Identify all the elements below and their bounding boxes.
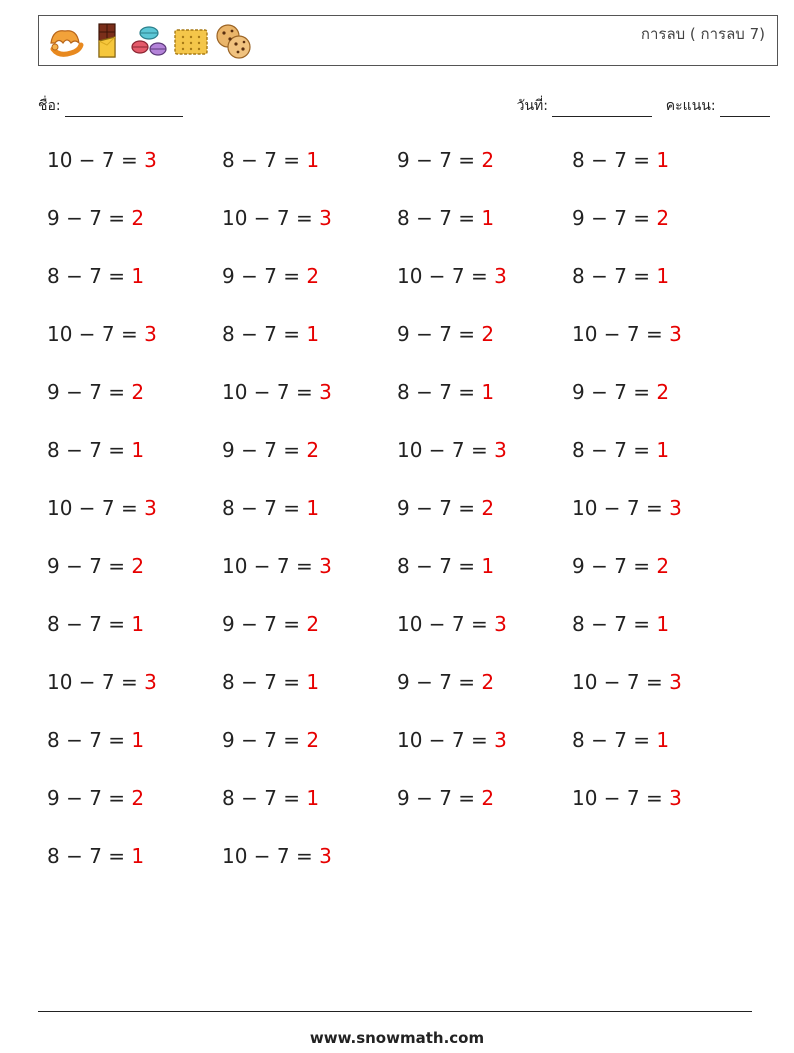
- problem-item: [572, 377, 669, 407]
- problem-answer: 2: [656, 554, 670, 578]
- problem-answer: 2: [131, 786, 145, 810]
- problem-answer: 3: [319, 554, 332, 578]
- date-score-fields: [517, 95, 770, 117]
- problem-answer: 3: [144, 670, 157, 694]
- problem-expression: 9 − 7 =: [572, 380, 657, 404]
- problem-item: [222, 783, 319, 813]
- problem-answer: 2: [481, 670, 495, 694]
- problem-expression: 9 − 7 =: [397, 670, 482, 694]
- problem-expression: 10 − 7 =: [572, 670, 670, 694]
- problem-answer: 3: [494, 612, 507, 636]
- problem-answer: 1: [306, 670, 320, 694]
- problem-expression: 10 − 7 =: [222, 206, 320, 230]
- problem-expression: 8 − 7 =: [47, 438, 132, 462]
- problem-answer: 1: [131, 438, 145, 462]
- problem-answer: 2: [306, 728, 320, 752]
- problem-answer: 1: [131, 844, 145, 868]
- worksheet-title: การลบ ( การลบ 7): [640, 25, 765, 43]
- problem-answer: 2: [656, 206, 670, 230]
- problem-answer: 1: [481, 380, 495, 404]
- problem-expression: 8 − 7 =: [397, 554, 482, 578]
- problem-expression: 9 − 7 =: [397, 148, 482, 172]
- worksheet-header: [38, 15, 778, 66]
- problem-item: [397, 667, 494, 697]
- problem-expression: 8 − 7 =: [222, 496, 307, 520]
- problem-expression: 10 − 7 =: [47, 670, 145, 694]
- problem-item: [397, 377, 494, 407]
- problem-answer: 2: [131, 206, 145, 230]
- problem-answer: 1: [656, 728, 670, 752]
- problem-item: [397, 435, 507, 465]
- problem-expression: 10 − 7 =: [222, 380, 320, 404]
- macarons-icon: [129, 21, 169, 61]
- problem-expression: 8 − 7 =: [572, 438, 657, 462]
- problem-expression: 8 − 7 =: [572, 264, 657, 288]
- problem-answer: 2: [131, 554, 145, 578]
- problem-answer: 1: [481, 554, 495, 578]
- footer-divider: [38, 1011, 752, 1012]
- problem-expression: 8 − 7 =: [47, 844, 132, 868]
- problem-item: [47, 145, 157, 175]
- date-blank[interactable]: [552, 102, 652, 117]
- problem-expression: 10 − 7 =: [397, 264, 495, 288]
- problem-item: [397, 203, 494, 233]
- problem-item: [222, 377, 332, 407]
- problem-answer: 2: [481, 148, 495, 172]
- problem-expression: 9 − 7 =: [572, 206, 657, 230]
- problem-expression: 10 − 7 =: [47, 148, 145, 172]
- problem-expression: 10 − 7 =: [572, 496, 670, 520]
- problem-item: [47, 319, 157, 349]
- problem-item: [572, 609, 669, 639]
- problem-answer: 3: [494, 264, 507, 288]
- problem-expression: 8 − 7 =: [222, 322, 307, 346]
- problem-answer: 3: [144, 322, 157, 346]
- problem-item: [47, 261, 144, 291]
- problem-item: [397, 261, 507, 291]
- problem-item: [47, 783, 144, 813]
- problem-answer: 1: [656, 438, 670, 462]
- problem-item: [397, 609, 507, 639]
- problem-expression: 10 − 7 =: [397, 612, 495, 636]
- problem-expression: 10 − 7 =: [222, 554, 320, 578]
- problem-answer: 1: [131, 264, 145, 288]
- problem-item: [222, 493, 319, 523]
- problem-expression: 8 − 7 =: [572, 148, 657, 172]
- problem-expression: 9 − 7 =: [222, 728, 307, 752]
- problem-item: [397, 319, 494, 349]
- problem-answer: 1: [656, 148, 670, 172]
- name-label: ชื่อ:: [38, 98, 61, 114]
- problem-item: [47, 551, 144, 581]
- problem-item: [572, 319, 682, 349]
- problem-answer: 1: [656, 264, 670, 288]
- problem-item: [397, 551, 494, 581]
- problem-expression: 10 − 7 =: [397, 728, 495, 752]
- problem-expression: 9 − 7 =: [572, 554, 657, 578]
- problem-expression: 8 − 7 =: [222, 148, 307, 172]
- footer-url: www.snowmath.com: [309, 1029, 485, 1047]
- problem-expression: 8 − 7 =: [47, 728, 132, 752]
- problem-item: [572, 551, 669, 581]
- problem-item: [47, 493, 157, 523]
- problem-answer: 3: [669, 670, 682, 694]
- score-label: คะแนน:: [665, 98, 716, 114]
- problem-answer: 1: [481, 206, 495, 230]
- problem-answer: 2: [481, 322, 495, 346]
- problem-expression: 8 − 7 =: [397, 206, 482, 230]
- cracker-icon: [171, 21, 211, 61]
- problem-item: [222, 319, 319, 349]
- problem-expression: 10 − 7 =: [397, 438, 495, 462]
- score-blank[interactable]: [720, 102, 770, 117]
- problem-answer: 1: [131, 728, 145, 752]
- problem-item: [47, 609, 144, 639]
- problem-item: [397, 493, 494, 523]
- problem-item: [572, 435, 669, 465]
- problem-item: [572, 667, 682, 697]
- problem-answer: 3: [319, 380, 332, 404]
- cookies-icon: [213, 21, 253, 61]
- problem-item: [222, 667, 319, 697]
- croissant-icon: [45, 21, 85, 61]
- problem-item: [572, 725, 669, 755]
- problem-item: [47, 203, 144, 233]
- problem-item: [397, 783, 494, 813]
- problem-item: [572, 145, 669, 175]
- problem-expression: 9 − 7 =: [222, 612, 307, 636]
- problem-item: [222, 261, 319, 291]
- problem-expression: 8 − 7 =: [47, 612, 132, 636]
- problem-item: [47, 435, 144, 465]
- problem-expression: 9 − 7 =: [47, 380, 132, 404]
- date-label: วันที่:: [516, 98, 548, 114]
- problem-item: [222, 609, 319, 639]
- problem-item: [47, 841, 144, 871]
- problem-expression: 8 − 7 =: [572, 612, 657, 636]
- problem-answer: 2: [131, 380, 145, 404]
- problem-item: [47, 377, 144, 407]
- problem-item: [222, 551, 332, 581]
- problem-answer: 3: [319, 844, 332, 868]
- problem-expression: 8 − 7 =: [47, 264, 132, 288]
- problem-item: [222, 725, 319, 755]
- problem-expression: 8 − 7 =: [572, 728, 657, 752]
- problem-answer: 1: [131, 612, 145, 636]
- problem-expression: 9 − 7 =: [47, 786, 132, 810]
- name-field: [38, 95, 183, 117]
- problem-item: [47, 725, 144, 755]
- problem-answer: 3: [144, 496, 157, 520]
- problem-answer: 2: [481, 786, 495, 810]
- problem-item: [222, 203, 332, 233]
- header-icons: [45, 21, 253, 61]
- problem-answer: 3: [494, 438, 507, 462]
- problem-answer: 3: [319, 206, 332, 230]
- problem-answer: 1: [306, 322, 320, 346]
- problem-item: [222, 841, 332, 871]
- problem-answer: 3: [494, 728, 507, 752]
- problem-expression: 9 − 7 =: [397, 322, 482, 346]
- problem-answer: 2: [481, 496, 495, 520]
- problem-item: [572, 783, 682, 813]
- problem-expression: 9 − 7 =: [397, 496, 482, 520]
- problem-answer: 3: [144, 148, 157, 172]
- problem-item: [572, 261, 669, 291]
- problem-answer: 2: [656, 380, 670, 404]
- problem-answer: 2: [306, 264, 320, 288]
- problem-answer: 3: [669, 786, 682, 810]
- problem-expression: 9 − 7 =: [47, 206, 132, 230]
- chocolate-bar-icon: [87, 21, 127, 61]
- problem-item: [222, 435, 319, 465]
- problem-answer: 2: [306, 612, 320, 636]
- problem-expression: 10 − 7 =: [47, 322, 145, 346]
- problem-answer: 1: [306, 148, 320, 172]
- problem-answer: 1: [306, 786, 320, 810]
- problem-item: [397, 145, 494, 175]
- problem-expression: 8 − 7 =: [397, 380, 482, 404]
- problem-expression: 8 − 7 =: [222, 670, 307, 694]
- problem-answer: 3: [669, 496, 682, 520]
- problem-expression: 10 − 7 =: [572, 322, 670, 346]
- problem-item: [222, 145, 319, 175]
- problem-expression: 10 − 7 =: [47, 496, 145, 520]
- problem-item: [397, 725, 507, 755]
- problem-expression: 9 − 7 =: [222, 264, 307, 288]
- problem-expression: 8 − 7 =: [222, 786, 307, 810]
- problem-expression: 9 − 7 =: [47, 554, 132, 578]
- problem-answer: 3: [669, 322, 682, 346]
- problem-item: [47, 667, 157, 697]
- problem-item: [572, 493, 682, 523]
- problem-expression: 9 − 7 =: [397, 786, 482, 810]
- problem-answer: 2: [306, 438, 320, 462]
- problem-expression: 9 − 7 =: [222, 438, 307, 462]
- problem-expression: 10 − 7 =: [572, 786, 670, 810]
- name-blank[interactable]: [65, 102, 183, 117]
- problem-item: [572, 203, 669, 233]
- problem-answer: 1: [306, 496, 320, 520]
- problem-answer: 1: [656, 612, 670, 636]
- problem-expression: 10 − 7 =: [222, 844, 320, 868]
